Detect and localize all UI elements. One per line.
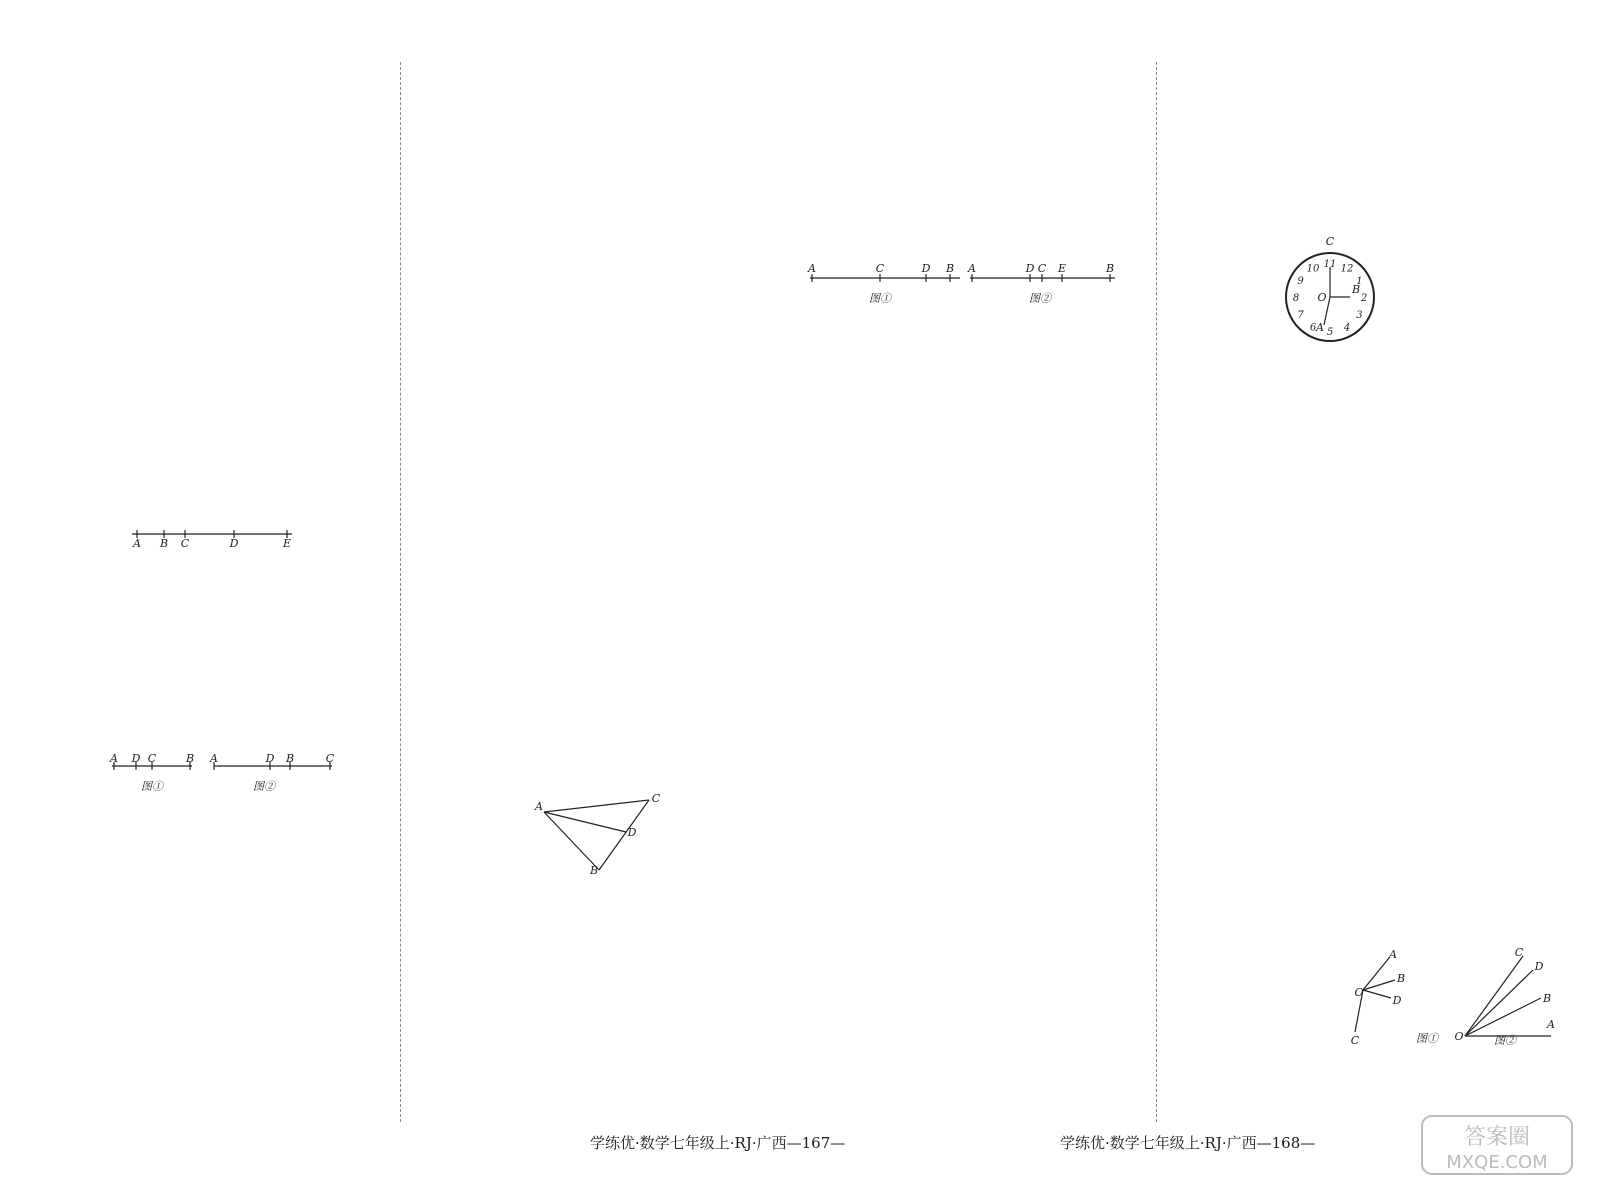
answer-line	[42, 609, 388, 638]
answer-line	[800, 338, 1144, 367]
figure-line	[1363, 990, 1391, 998]
answer-line	[42, 404, 388, 433]
answer-line	[800, 968, 1144, 997]
figure-line	[544, 812, 626, 832]
figure-label: B	[185, 751, 195, 765]
answer-line	[1170, 713, 1530, 742]
answer-line	[800, 395, 1144, 424]
answer-line	[800, 1025, 1144, 1054]
figure-caption: 图②	[1029, 291, 1051, 305]
answer-line	[414, 935, 772, 964]
figure-label: D	[1392, 994, 1402, 1007]
answer-line	[42, 262, 388, 291]
column-3	[800, 62, 1144, 1112]
figure-label: A	[535, 800, 543, 813]
clock-number: 4	[1343, 322, 1351, 334]
answer-line	[42, 119, 388, 148]
answer-line	[42, 290, 388, 319]
subsection-label	[800, 797, 1144, 826]
figure-line	[1465, 970, 1533, 1036]
fig10-figure	[42, 520, 342, 550]
answer-line	[414, 591, 772, 620]
answer-line	[414, 148, 772, 177]
figure-label: D	[627, 826, 637, 839]
answer-line	[414, 534, 772, 563]
answer-line	[414, 505, 772, 534]
answer-line	[1170, 684, 1530, 713]
answer-line	[42, 433, 388, 462]
answer-line	[42, 666, 388, 695]
answer-line	[1170, 119, 1530, 148]
section-heading	[800, 753, 1144, 797]
answer-line	[1170, 542, 1530, 571]
figure-label: D	[265, 751, 275, 765]
answer-line	[1170, 91, 1530, 120]
answer-line	[1170, 384, 1530, 413]
fig17-figure	[800, 261, 1140, 308]
figure-caption: 图①	[141, 779, 163, 793]
answer-line	[42, 91, 388, 120]
figure-label: C	[1350, 1034, 1360, 1047]
figure-label: O	[1317, 291, 1327, 304]
clock-number: 11	[1323, 259, 1337, 270]
figure-label: C	[1514, 946, 1524, 959]
figure-line	[544, 812, 599, 870]
answer-line	[800, 62, 1144, 91]
page-footer-left: 学练优·数学七年级上·RJ·广西—167—	[590, 1134, 846, 1152]
answer-line	[414, 762, 772, 791]
section-heading	[1170, 469, 1530, 513]
answer-line	[800, 176, 1144, 205]
figure-label: C	[180, 537, 190, 550]
figure-label: A	[968, 261, 976, 275]
answer-line	[42, 723, 388, 752]
answer-line	[414, 205, 772, 234]
answer-line	[1170, 741, 1530, 770]
section-heading	[800, 709, 1144, 753]
column-divider	[400, 62, 401, 1122]
answer-line	[800, 680, 1144, 709]
figure-label: A	[1389, 948, 1397, 961]
answer-line	[800, 119, 1144, 148]
answer-line	[414, 233, 772, 262]
figure-label: C	[651, 792, 661, 805]
answer-line	[1170, 912, 1530, 941]
answer-line	[414, 733, 772, 762]
answer-line	[42, 971, 388, 1000]
figure-caption: 图②	[253, 779, 275, 793]
answer-line	[42, 347, 388, 376]
figure-label: O	[1454, 1030, 1464, 1043]
watermark-logo	[1420, 1110, 1580, 1180]
clock-number: 3	[1356, 310, 1363, 321]
answer-line	[414, 290, 772, 319]
answer-line	[414, 562, 772, 591]
answer-line	[800, 538, 1144, 567]
answer-line	[1170, 884, 1530, 913]
answer-line	[800, 996, 1144, 1025]
figure-label: B	[159, 537, 169, 550]
answer-line	[414, 376, 772, 405]
answer-line	[414, 648, 772, 677]
clock-number: 1	[1356, 276, 1363, 287]
answer-line	[42, 638, 388, 667]
page-footer-right: 学练优·数学七年级上·RJ·广西—168—	[1060, 1134, 1316, 1152]
column-divider	[1156, 62, 1157, 1122]
answer-line	[1170, 441, 1530, 470]
subsection-label	[800, 882, 1144, 911]
figure-label: D	[1534, 960, 1544, 973]
answer-line	[42, 914, 388, 943]
answer-line	[42, 857, 388, 886]
column-2	[414, 62, 772, 1112]
answer-line	[42, 490, 388, 519]
answer-line	[42, 581, 388, 610]
answer-line	[800, 623, 1144, 652]
figure-line	[1465, 998, 1541, 1036]
answer-line	[42, 376, 388, 405]
answer-line	[1170, 656, 1530, 685]
subsection-label	[1170, 570, 1530, 599]
subsection-label	[42, 62, 388, 91]
figure-label: A	[110, 751, 118, 765]
figure-label: C	[1037, 261, 1047, 275]
answer-line	[1170, 148, 1530, 177]
answer-line	[800, 509, 1144, 538]
figure-label: C	[875, 261, 885, 275]
answer-line	[800, 367, 1144, 396]
fig12-figure	[42, 751, 342, 798]
figure-label: C	[1325, 235, 1335, 248]
answer-line	[42, 319, 388, 348]
answer-line	[800, 595, 1144, 624]
answer-line	[1170, 770, 1530, 799]
fig11-figure	[1350, 946, 1555, 1050]
answer-line	[42, 205, 388, 234]
section-heading	[414, 404, 772, 448]
figure-label: E	[1057, 261, 1067, 275]
answer-line	[414, 477, 772, 506]
figure-label: A	[1547, 1018, 1555, 1031]
answer-line	[800, 310, 1144, 339]
figure-label: D	[1025, 261, 1035, 275]
figure-label: B	[1396, 972, 1406, 985]
figure-caption: 图①	[1416, 1032, 1438, 1045]
answer-line	[800, 825, 1144, 854]
answer-line	[414, 91, 772, 120]
clock-number: 2	[1360, 293, 1368, 304]
answer-line	[800, 481, 1144, 510]
answer-line	[800, 205, 1144, 234]
answer-line	[1170, 176, 1530, 205]
figure-label: D	[229, 537, 239, 550]
column-1	[42, 62, 388, 1112]
answer-line	[1170, 627, 1530, 656]
svg-text:答案圈: 答案圈	[1463, 1125, 1531, 1150]
answer-line	[1170, 205, 1530, 234]
answer-line	[42, 695, 388, 724]
fig15-figure	[414, 792, 754, 876]
figure-label: B	[1542, 992, 1552, 1005]
clock-number: 10	[1306, 263, 1320, 275]
figure-label: B	[589, 864, 599, 877]
answer-line	[1170, 827, 1530, 856]
answer-line	[42, 233, 388, 262]
figure-line	[1363, 958, 1389, 990]
answer-line	[1170, 412, 1530, 441]
figure-line	[1465, 956, 1523, 1036]
answer-line	[414, 676, 772, 705]
answer-line	[1170, 355, 1530, 384]
clock-number: 7	[1297, 310, 1304, 321]
answer-line	[800, 424, 1144, 453]
answer-line	[42, 942, 388, 971]
clock-number: 8	[1292, 293, 1300, 304]
answer-line	[800, 233, 1144, 262]
clock-number: 12	[1340, 263, 1354, 275]
answer-line	[1170, 798, 1530, 827]
figure-label: B	[1351, 283, 1361, 296]
figure-label: C	[325, 751, 335, 765]
answer-line	[414, 907, 772, 936]
answer-line	[414, 319, 772, 348]
figure-line	[544, 800, 649, 812]
figure-label: A	[210, 751, 218, 765]
answer-line	[800, 1053, 1144, 1082]
answer-line	[414, 119, 772, 148]
answer-line	[800, 652, 1144, 681]
answer-line	[414, 62, 772, 91]
answer-line	[800, 452, 1144, 481]
clock-figure	[1170, 235, 1510, 353]
figure-label: D	[921, 261, 931, 275]
answer-line	[42, 148, 388, 177]
answer-line	[42, 552, 388, 581]
clock-number: 5	[1326, 327, 1334, 338]
answer-line	[800, 854, 1144, 883]
figure-label: O	[1354, 986, 1364, 999]
answer-line	[42, 999, 388, 1028]
answer-line	[42, 828, 388, 857]
figure-label: A	[1316, 321, 1324, 334]
answer-line	[1170, 599, 1530, 628]
svg-text:MXQE.COM: MXQE.COM	[1446, 1152, 1548, 1173]
answer-line	[42, 176, 388, 205]
answer-line	[800, 939, 1144, 968]
figure-label: A	[133, 537, 141, 550]
figure-label: A	[808, 261, 816, 275]
clock-number: 6	[1309, 322, 1317, 334]
figure-line	[599, 800, 649, 870]
answer-line	[414, 347, 772, 376]
answer-line	[1170, 855, 1530, 884]
figure-label: D	[131, 751, 141, 765]
answer-line	[414, 878, 772, 907]
figure-label: B	[1105, 261, 1115, 275]
answer-line	[1170, 1055, 1530, 1084]
subsection-label	[1170, 513, 1530, 542]
answer-line	[800, 148, 1144, 177]
answer-line	[414, 619, 772, 648]
answer-line	[414, 262, 772, 291]
figure-label: B	[285, 751, 295, 765]
clock-number: 9	[1297, 276, 1304, 287]
answer-line	[1170, 62, 1530, 91]
answer-line	[800, 911, 1144, 940]
figure-label: C	[147, 751, 157, 765]
figure-caption: 图①	[869, 291, 891, 305]
answer-line	[42, 885, 388, 914]
figure-label: E	[282, 537, 292, 550]
answer-line	[800, 566, 1144, 595]
answer-line	[414, 964, 772, 993]
figure-label: B	[945, 261, 955, 275]
answer-line	[414, 176, 772, 205]
figure-caption: 图②	[1494, 1034, 1516, 1047]
answer-line	[414, 705, 772, 734]
answer-line	[800, 91, 1144, 120]
answer-line	[414, 448, 772, 477]
answer-line	[42, 800, 388, 829]
answer-line	[42, 461, 388, 490]
